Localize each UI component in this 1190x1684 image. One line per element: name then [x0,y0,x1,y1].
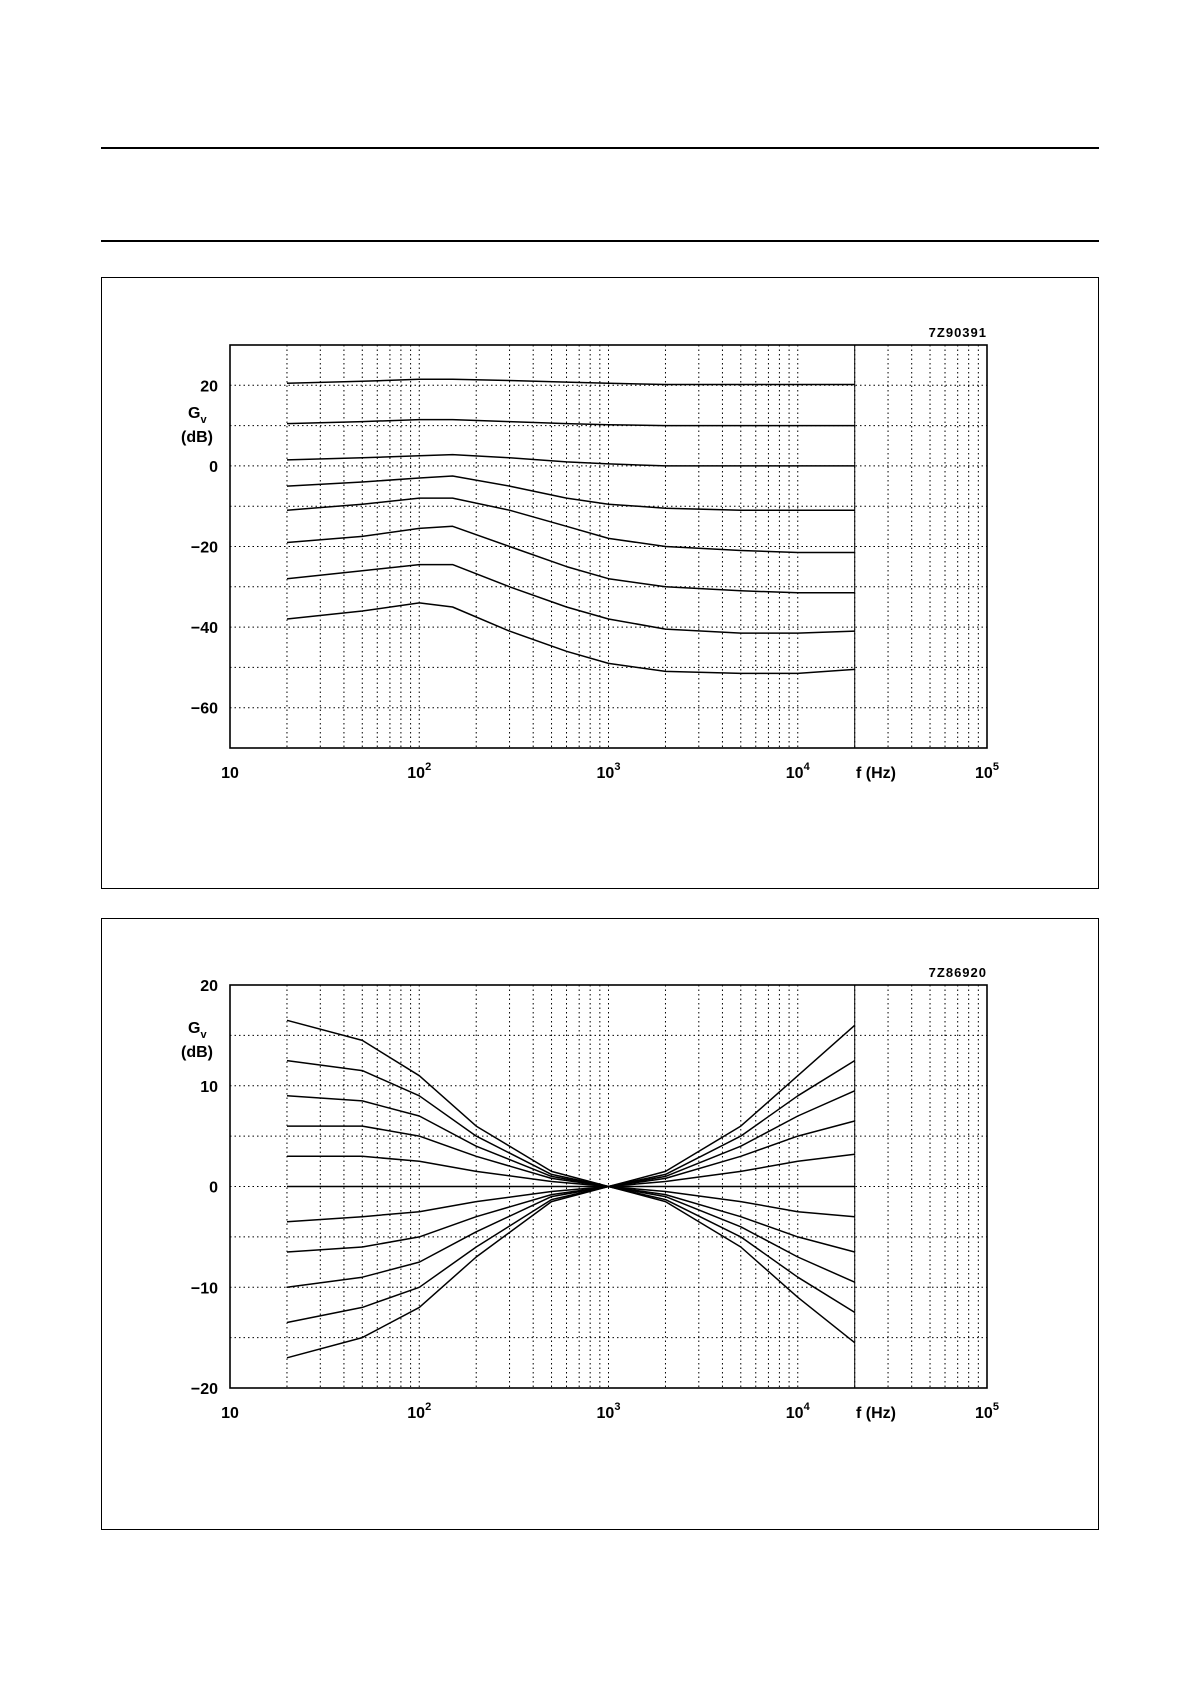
series-line-curve-6 [287,526,855,593]
x-tick-label: $10^3$ [596,1401,621,1422]
y-tick-label: 20 [200,978,218,995]
x-tick-label: $10^2$ [407,761,432,782]
top-rule [101,147,1099,149]
series-line-curve-1 [287,379,855,384]
x-tick-label: $10^2$ [407,1401,432,1422]
y-tick-label: −60 [190,700,218,718]
figure-frame-1 [101,277,1099,889]
y-tick-label: 0 [209,1179,218,1197]
y-tick-label: 0 [209,458,218,476]
series-line-curve-3 [287,1091,855,1187]
x-tick-label: 10 [221,765,239,782]
series-group [287,379,855,673]
header-rule [101,240,1099,242]
y-tick-label: 20 [200,378,218,396]
x-tick-label: 10 [221,1405,239,1422]
x-axis-label: f (Hz) [856,765,896,782]
y-tick-label: −20 [190,1381,218,1398]
series-line-curve-7 [287,565,855,634]
series-line-curve-4 [287,476,855,510]
y-tick-label: −20 [190,539,218,557]
series-line-curve-5 [287,498,855,552]
series-line-curve-2 [287,420,855,426]
figure-frame-2 [101,918,1099,1530]
series-line-curve-2 [287,1061,855,1187]
y-axis-label: $G_v$ [188,405,207,426]
x-tick-label: $10^4$ [785,761,810,782]
y-tick-label: −40 [190,620,218,638]
grid-lines [230,345,987,748]
y-axis-label: $G_v$ [188,1020,207,1041]
y-tick-label: 10 [200,1078,218,1096]
y-axis-unit: (dB) [181,429,213,446]
series-group [287,1020,855,1358]
x-tick-label: $10^3$ [596,761,621,782]
x-axis-label: f (Hz) [856,1405,896,1422]
y-axis-unit: (dB) [181,1044,213,1061]
series-line-curve-3 [287,455,855,466]
figure-code: 7Z86920 [928,965,987,980]
y-tick-label: −10 [190,1280,218,1298]
x-tick-label: $10^4$ [785,1401,810,1422]
x-tick-label: $10^5$ [975,761,999,782]
series-line-curve-8 [287,603,855,674]
x-tick-label: $10^5$ [975,1401,999,1422]
chart-2 [102,919,1098,1529]
figure-code: 7Z90391 [928,325,987,340]
series-line-curve-11 [287,1187,855,1358]
chart-1 [102,278,1098,888]
